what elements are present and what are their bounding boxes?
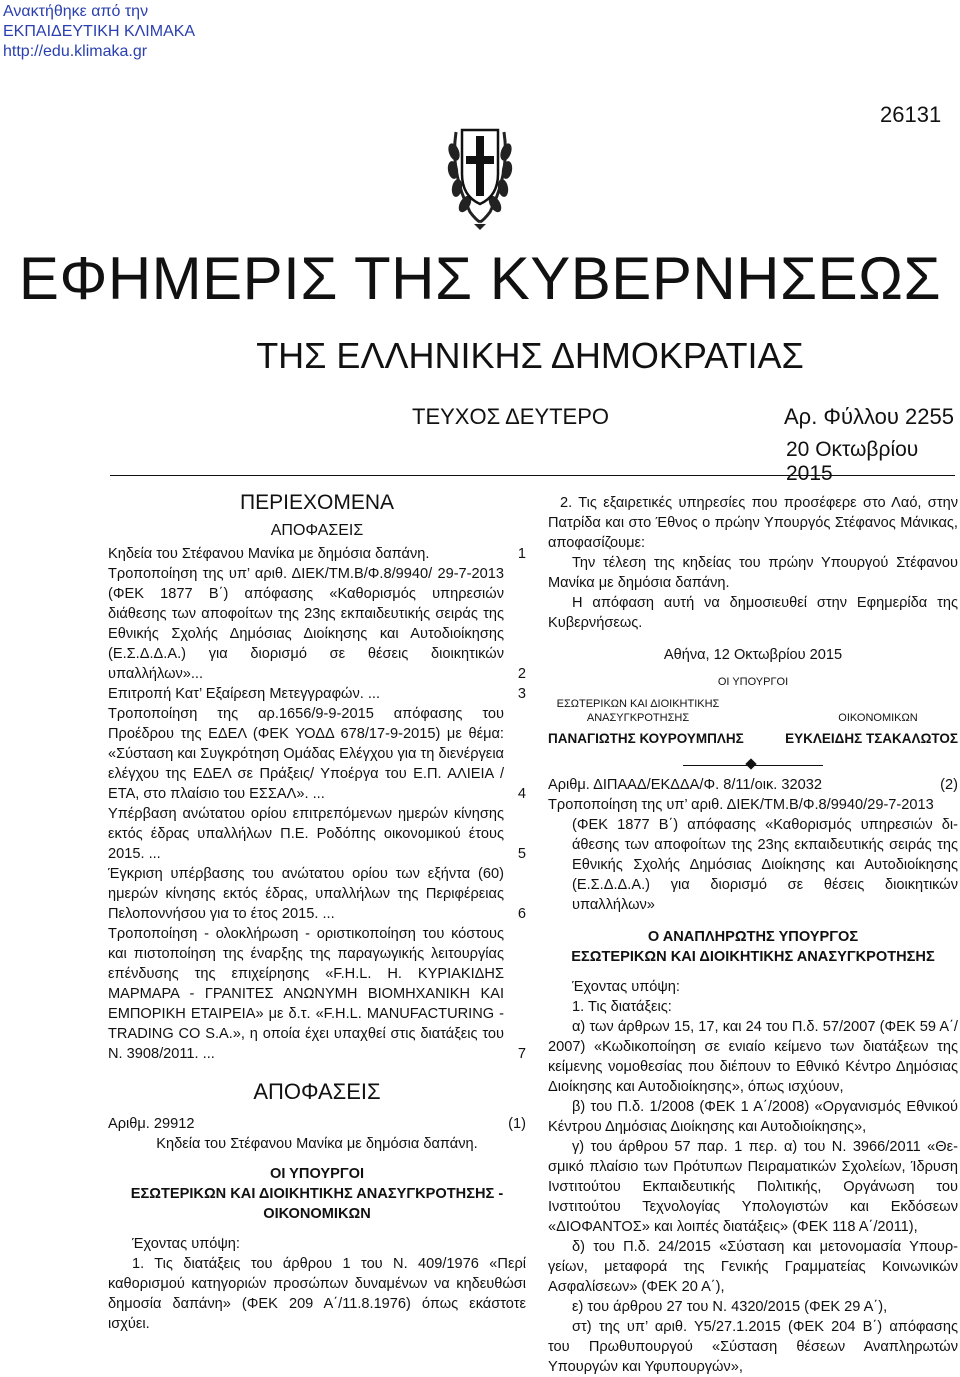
- having-regard: Έχοντας υπόψη:: [132, 1236, 240, 1252]
- toc-item-text: Επιτροπή Κατ’ Εξαίρεση Μετεγγραφών. ...: [108, 686, 381, 702]
- decision-title: Κηδεία του Στέφανου Μανίκα με δημόσια δαπάνη.: [156, 1136, 478, 1152]
- signatory-title: ΟΙΚΟΝΟΜΙΚΩΝ: [838, 712, 918, 724]
- decision-reference: [108, 1114, 526, 1134]
- gazette-masthead: ΕΦΗΜΕΡΙΣ ΤΗΣ ΚΥΒΕΡΝΗΣΕΩΣ: [18, 245, 942, 312]
- provision-subitem: στ) της υπ’ αριθ. Υ5/27.1.2015 (ΦΕΚ 204 Β΄) απόφασης του Πρωθυπουργού «Σύσταση θέσεων Αναπληρωτών Υπουργών και Υφυπουργών»,: [548, 1319, 958, 1375]
- authority-ministry: ΕΣΩΤΕΡΙΚΩΝ ΚΑΙ ΔΙΟΙΚΗΤΙΚΗΣ ΑΝΑΣΥΓΚΡΟΤΗΣΗΣ: [571, 949, 935, 965]
- header-rule: [110, 475, 955, 476]
- issue-date: 20 Οκτωβρίου 2015: [786, 438, 919, 485]
- decision-index: (2): [940, 777, 958, 793]
- toc-item[interactable]: [108, 544, 526, 564]
- toc-item-text: Τροποποίηση της υπ’ αριθ. ΔΙΕΚ/ΤΜ.Β/Φ.8/9940/ 29-7-2013 (ΦΕΚ 1877 Β΄) απόφασης «Καθορισμός υπηρεσιών διάθεσης των αποφοίτων της 23ης εκπαιδευτικής σειράς της Εθνικής Σχολής Δημόσιας Διοίκησης και Αυτοδιοίκησης (Ε.Σ.Δ.Δ.Α.) για διορισμό σε θέσεις διοικητικών υπαλλήλων»...: [108, 566, 504, 682]
- toc-item[interactable]: [108, 684, 526, 704]
- provision-subitem: β) του Π.δ. 1/2008 (ΦΕΚ 1 Α΄/2008) «Οργανισμός Εθνικού Κέντρου Δημόσιας Διοίκησης και Αυτοδιοίκησης»,: [548, 1099, 958, 1135]
- toc-item-page: 2: [517, 666, 526, 682]
- section-divider: [683, 759, 823, 771]
- toc-section: ΑΠΟΦΑΣΕΙΣ: [270, 522, 364, 539]
- signatory-titles: [548, 697, 958, 725]
- toc-item-text: Έγκριση υπέρβασης του ανώτατου ορίου των εξήντα (60) ημερών κίνησης εκτός έδρας, υπαλλήλων της Περιφέρειας Πελοποννήσου για το έτος 2015. ...: [108, 866, 504, 922]
- page-number: 26131: [880, 102, 942, 127]
- toc-item[interactable]: [108, 804, 526, 864]
- ministers-label: ΟΙ ΥΠΟΥΡΓΟΙ: [717, 676, 789, 688]
- source-link[interactable]: http://edu.klimaka.gr: [3, 43, 148, 60]
- provision-subitem: α) των άρθρων 15, 17, και 24 του Π.δ. 57/2007 (ΦΕΚ 59 Α΄/ 2007) «Κωδικοποίηση σε ενιαίο κείμενο των διατάξεων της κείμενης νομοθεσίας που διέπουν το Εθνικό Κέντρο Δημόσιας Διοίκησης και Αυτοδιοίκησης», όπως ισχύουν,: [548, 1019, 958, 1095]
- signatory-name: ΕΥΚΛΕΙΔΗΣ ΤΣΑΚΑΛΩΤΟΣ: [785, 731, 958, 746]
- toc-item-page: 4: [517, 786, 526, 802]
- toc-item[interactable]: [108, 564, 526, 684]
- ministries-heading: ΕΣΩΤΕΡΙΚΩΝ ΚΑΙ ΔΙΟΙΚΗΤΙΚΗΣ ΑΝΑΣΥΓΚΡΟΤΗΣΗΣ - ΟΙΚΟΝΟΜΙΚΩΝ: [130, 1186, 504, 1222]
- provision-subitem: γ) του άρθρου 57 παρ. 1 περ. α) του Ν. 3966/2011 «Θεσμικό πλαίσιο των Πρότυπων Πειραματικών Σχολείων, Ίδρυση Ινστιτούτου Εκπαιδευτικής Πολιτικής, Οργάνωση του Ινστιτούτου Τεχνολογίας Υπολογιστών και Εκδόσεων «ΔΙΟΦΑΝΤΟΣ» και λοιπές διατάξεις» (ΦΕΚ 118 Α΄/2011),: [548, 1139, 958, 1235]
- coat-of-arms-icon: [440, 112, 520, 232]
- source-note-line: ΕΚΠΑΙΔΕΥΤΙΚΗ ΚΛΙΜΑΚΑ: [3, 23, 196, 40]
- place-date: Αθήνα, 12 Οκτωβρίου 2015: [663, 647, 843, 663]
- toc-item-text: Κηδεία του Στέφανου Μανίκα με δημόσια δαπάνη.: [108, 546, 430, 562]
- signatory-names: [548, 729, 958, 749]
- decision-index: (1): [508, 1116, 526, 1132]
- toc-item-text: Τροποποίηση της αρ.1656/9-9-2015 απόφασης του Προέδρου της ΕΔΕΛ (ΦΕΚ ΥΟΔΔ 678/17-9-2015) με θέμα: «Σύσταση και Συγκρότηση Ομάδας Ελέγχου για τη διενέργεια ελέγχου της ΕΔΕΛ σε Πράξεις/ Υποέργα του Ε.Π. ΑΛΙΕΙΑ / ΕΤΑ, στο πλαίσιο του ΕΣΣΑΛ». ...: [108, 706, 504, 802]
- provision-subitem: ε) του άρθρου 27 του Ν. 4320/2015 (ΦΕΚ 29 Α΄),: [572, 1299, 888, 1315]
- toc-item-text: Υπέρβαση ανώτατου ορίου επιτρεπόμενων ημερών κίνησης εκτός έδρας υπαλλήλων Π.Ε. Ροδόπης οικονομικού έτους 2015. ...: [108, 806, 504, 862]
- source-note-line: Ανακτήθηκε από την: [3, 3, 149, 20]
- decision-text: Την τέλεση της κηδείας του πρώην Υπουργού Στέφανου Μανίκα με δημόσια δαπάνη.: [548, 555, 958, 591]
- decisions-heading: ΑΠΟΦΑΣΕΙΣ: [253, 1079, 381, 1104]
- decision-number: Αριθμ. 29912: [108, 1116, 195, 1132]
- signatory-title: ΕΣΩΤΕΡΙΚΩΝ ΚΑΙ ΔΙΟΙΚΗΤΙΚΗΣ ΑΝΑΣΥΓΚΡΟΤΗΣΗΣ: [556, 698, 720, 724]
- signatory-name: ΠΑΝΑΓΙΩΤΗΣ ΚΟΥΡΟΥΜΠΛΗΣ: [548, 731, 744, 746]
- toc-item-page: 6: [517, 906, 526, 922]
- decision-title: Τροποποίηση της υπ’ αριθ. ΔΙΕΚ/ΤΜ.Β/Φ.8/9940/29-7-2013: [548, 797, 934, 813]
- toc-item[interactable]: [108, 924, 526, 1064]
- decision-reference: [548, 775, 958, 795]
- toc-item-page: 3: [517, 686, 526, 702]
- toc-item-text: Τροποποίηση - ολοκλήρωση - οριστικοποίηση του κόστους και πιστοποίηση της έναρξης της παραγωγικής λειτουργίας επένδυσης της επιχείρησης «F.H.L. Η. ΚΥΡΙΑΚΙΔΗΣ ΜΑΡΜΑΡΑ - ΓΡΑΝΙΤΕΣ ΑΝΩΝΥΜΗ ΒΙΟΜΗΧΑΝΙΚΗ ΚΑΙ ΕΜΠΟΡΙΚΗ ΕΤΑΙΡΕΙΑ» με δ.τ. «F.H.L. MANUFACTURING - TRADING CO S.A.», η οποία έχει υπαχθεί στις διατάξεις του Ν. 3908/2011. ...: [108, 926, 504, 1062]
- issue-sheet-number: Αρ. Φύλλου 2255: [784, 404, 954, 429]
- having-regard: Έχοντας υπόψη:: [572, 979, 680, 995]
- ministers-heading: ΟΙ ΥΠΟΥΡΓΟΙ: [269, 1166, 365, 1182]
- decision-title-cont: (ΦΕΚ 1877 Β΄) απόφασης «Καθορισμός υπηρεσιών διάθεσης των αποφοίτων της 23ης εκπαιδευτικής σειράς της Εθνικής Σχολής Δημόσιας Διοίκησης και Αυτοδιοίκησης (Ε.Σ.Δ.Δ.Α.) για διορισμό σε θέσεις διοικητικών υπαλλήλων»: [572, 817, 958, 913]
- left-column: [108, 488, 526, 1334]
- toc-item[interactable]: [108, 704, 526, 804]
- source-note: [3, 2, 195, 62]
- decision-number: Αριθμ. ΔΙΠΑΑΔ/ΕΚΔΔΑ/Φ. 8/11/οικ. 32032: [548, 777, 822, 793]
- toc-title: ΠΕΡΙΕΧΟΜΕΝΑ: [239, 491, 395, 514]
- toc-item[interactable]: [108, 864, 526, 924]
- publication-order: Η απόφαση αυτή να δημοσιευθεί στην Εφημερίδα της Κυβερνήσεως.: [548, 595, 958, 631]
- authority-heading: Ο ΑΝΑΠΛΗΡΩΤΗΣ ΥΠΟΥΡΓΟΣ: [647, 929, 859, 945]
- gazette-subheading: ΤΗΣ ΕΛΛΗΝΙΚΗΣ ΔΗΜΟΚΡΑΤΙΑΣ: [256, 335, 804, 376]
- toc-item-page: 7: [517, 1046, 526, 1062]
- right-column: [548, 493, 958, 1377]
- toc-item-page: 1: [517, 546, 526, 562]
- issue-series: ΤΕΥΧΟΣ ΔΕΥΤΕΡΟ: [412, 404, 610, 429]
- toc-item-page: 5: [517, 846, 526, 862]
- body-paragraph: 2. Τις εξαιρετικές υπηρεσίες που προσέφερε στο Λαό, στην Πατρίδα και στο Έθνος ο πρώην Υπουργός Στέφανος Μάνικας, αποφασίζουμε:: [548, 495, 958, 551]
- provision-item: 1. Τις διατάξεις:: [572, 999, 672, 1015]
- provision-subitem: δ) του Π.δ. 24/2015 «Σύσταση και μετονομασία Υπουργείων, μεταφορά της Γενικής Γραμματείας Κοινωνικών Ασφαλίσεων» (ΦΕΚ 20 Α΄),: [548, 1239, 958, 1295]
- body-paragraph: 1. Τις διατάξεις του άρθρου 1 του Ν. 409/1976 «Περί καθορισμού κατηγοριών προσώπων δυναμένων να κηδευθώσι δημοσία δαπάνη» (ΦΕΚ 209 Α΄/11.8.1976) όπως εκάστοτε ισχύει.: [108, 1256, 526, 1332]
